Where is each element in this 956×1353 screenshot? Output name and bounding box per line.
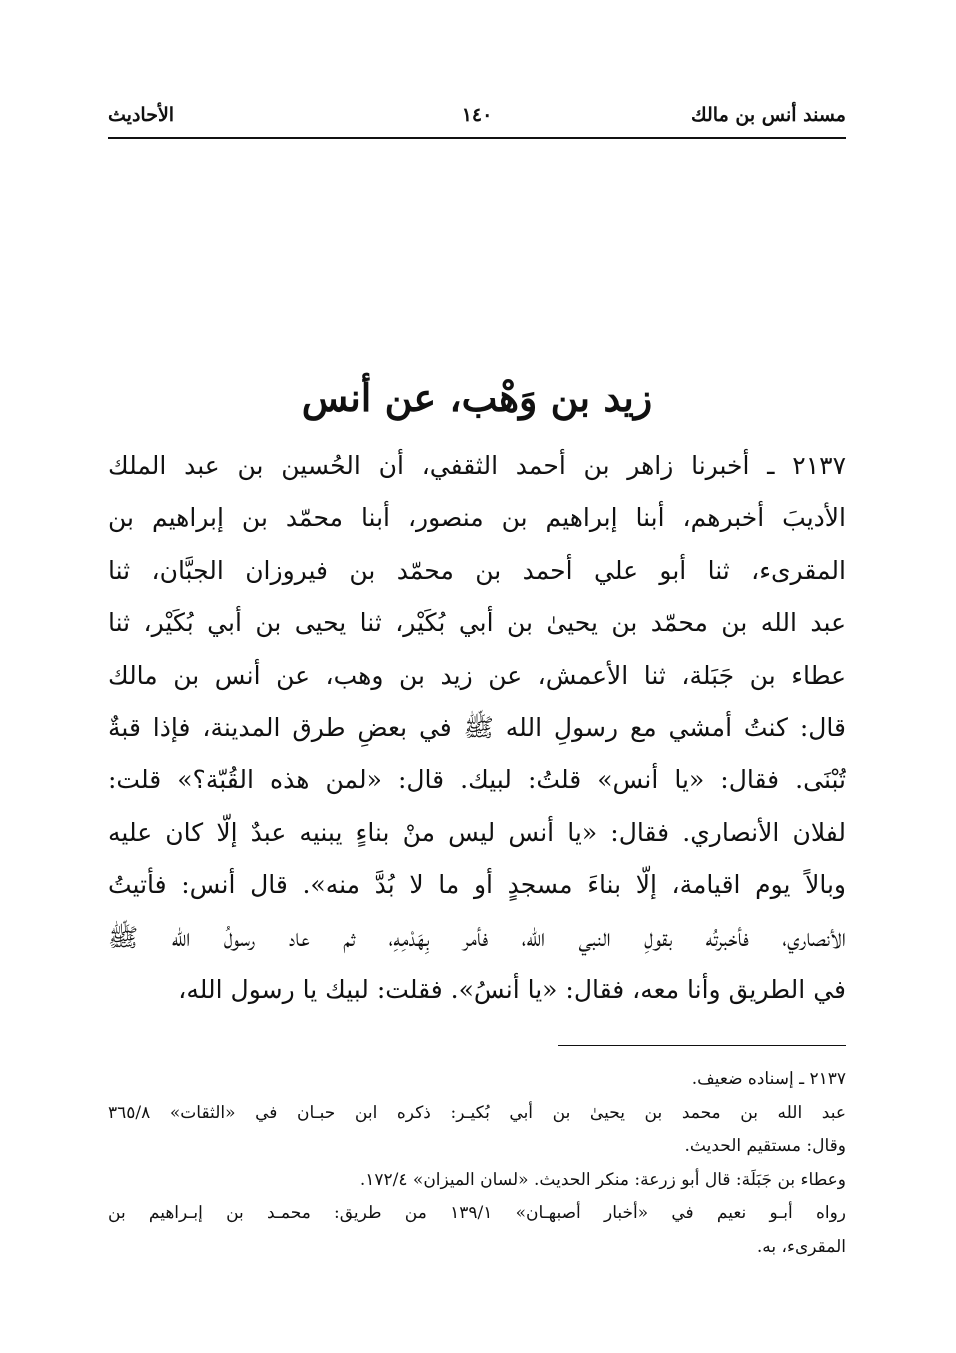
text-line: المقرىء، ثنا أبو علي أحمد بن محمّد بن فيروزان الجبَّان، ثنا (108, 555, 846, 585)
text-line: الأديبَ أخبرهم، أبنا إبراهيم بن منصور، أبنا محمّد بن إبراهيم بن (108, 503, 846, 533)
text-line: وبالاً يوم اقيامة، إلّا بناءَ مسجدٍ أو ما لا بُدَّ منه». قال أنس: فأتيتُ (108, 870, 846, 900)
footnote-line: وعطاء بن جَبَلَة: قال أبو زرعة: منكر الحديث. «لسان الميزان» ١٧٢/٤. (359, 1169, 846, 1190)
running-header (108, 98, 846, 138)
text-line: تُبْنَى. فقال: «يا أنس» قلتُ: لبيك. قال: «لمن هذه القُبّة؟» قلت: (108, 765, 846, 795)
footnote-line: وقال: مستقيم الحديث. (684, 1136, 846, 1156)
text-line: في الطريق وأنا معه، فقال: «يا أنسُ». فقلت: لبيك يا رسول الله، (178, 974, 846, 1004)
footnote-line: ٢١٣٧ ـ إسناده ضعيف. (691, 1069, 846, 1089)
text-line: عبد الله بن محمّد بن يحيىٰ بن أبي بُكَيْر، ثنا يحيى بن أبي بُكَيْر، ثنا (108, 608, 846, 638)
book-title: مسند أنس بن مالك (691, 104, 846, 126)
text-line: الأنصاري، فأخبرتُه بقولِ النبي الله، فأمر بِهَدْمِهِ، ثم عاد رسولُ الله ﷺ (108, 922, 846, 952)
footnote-line: رواه أبـو نعيم في «أخبار أصبهـان» ١٣٩/١ من طريق: محمـد بن إبـراهيم بن (108, 1203, 846, 1223)
text-line: ٢١٣٧ ـ أخبرنا زاهر بن أحمد الثقفي، أن الحُسين بن عبد الملك (108, 451, 846, 480)
text-line: قال: كنتُ أمشي مع رسولِ الله ﷺ في بعضِ طرق المدينة، فإذا قبةٌ (108, 712, 846, 742)
text-line: لفلان الأنصاري. فقال: «يا أنس ليس منْ بناءٍ يبنيه عبدٌ إلّا كان عليه (108, 817, 846, 847)
header-rule (108, 137, 846, 139)
footnote-line: المقرىء، به. (756, 1236, 846, 1257)
section-title: زيد بن وَهْب، عن أنس (301, 375, 653, 420)
section-name: الأحاديث (108, 104, 175, 126)
footnotes (108, 1063, 846, 1264)
page-number: ١٤٠ (461, 104, 493, 126)
footnote-separator (558, 1045, 846, 1046)
text-line: عطاء بن جَبَلة، ثنا الأعمش، عن زيد بن وهب، عن أنس بن مالك (108, 660, 846, 690)
hadith-text (108, 440, 846, 1016)
footnote-line: عبد الله بن محمد بن يحيىٰ بن أبي بُكيـر: ذكره ابن حبـان في «الثقات» ٣٦٥/٨ (108, 1102, 846, 1123)
